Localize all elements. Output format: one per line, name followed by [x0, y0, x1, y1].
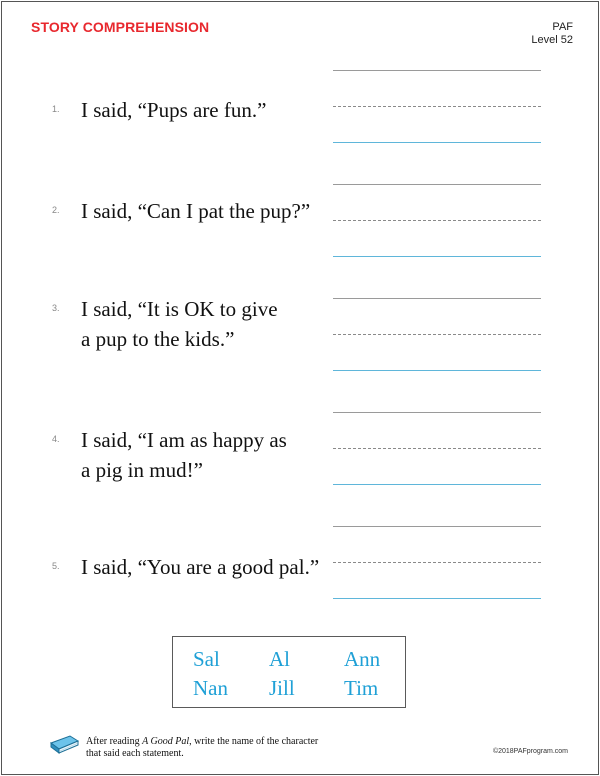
- writing-line-mid: [333, 448, 541, 449]
- question-text: [81, 425, 287, 485]
- answer-line[interactable]: [333, 598, 541, 599]
- writing-line-top: [333, 412, 541, 413]
- name-option: Sal: [193, 647, 220, 671]
- level-label: [531, 21, 573, 47]
- answer-line[interactable]: [333, 370, 541, 371]
- question-text-line: I said, “It is OK to give: [81, 297, 278, 321]
- instructions-text: , write the name of the character: [189, 736, 319, 747]
- question-4: [52, 425, 287, 485]
- name-bank: [172, 636, 406, 708]
- writing-line-mid: [333, 562, 541, 563]
- instructions-line-1: [86, 736, 318, 748]
- instructions: [86, 736, 318, 760]
- name-option: Nan: [193, 676, 228, 700]
- question-3: [52, 294, 278, 354]
- writing-line-top: [333, 298, 541, 299]
- question-text: I said, “Can I pat the pup?”: [81, 199, 311, 223]
- program-name: PAF: [552, 21, 573, 33]
- writing-line-top: [333, 70, 541, 71]
- question-number: 4.: [52, 434, 60, 444]
- level-number: Level 52: [531, 34, 573, 46]
- writing-line-mid: [333, 220, 541, 221]
- question-5: [52, 552, 319, 582]
- instructions-text: After reading: [86, 736, 143, 747]
- answer-line[interactable]: [333, 142, 541, 143]
- question-1: [52, 95, 266, 125]
- writing-line-top: [333, 526, 541, 527]
- answer-line[interactable]: [333, 256, 541, 257]
- writing-line-mid: [333, 106, 541, 107]
- question-text-line: a pig in mud!”: [81, 458, 203, 482]
- book-title: A Good Pal: [142, 736, 190, 747]
- name-option: Jill: [269, 676, 295, 700]
- question-text-line: I said, “I am as happy as: [81, 428, 287, 452]
- question-text-line: a pup to the kids.”: [81, 327, 235, 351]
- page-title: STORY COMPREHENSION: [31, 19, 210, 35]
- instructions-line-2: that said each statement.: [86, 748, 184, 759]
- question-text: [81, 294, 278, 354]
- name-option: Tim: [344, 676, 379, 700]
- worksheet-page: [1, 1, 599, 775]
- question-number: 3.: [52, 303, 60, 313]
- question-2: [52, 196, 310, 226]
- question-number: 5.: [52, 561, 60, 571]
- question-number: 1.: [52, 104, 60, 114]
- question-number: 2.: [52, 205, 60, 215]
- name-option: Ann: [344, 647, 381, 671]
- book-icon: [48, 733, 80, 760]
- question-text: I said, “Pups are fun.”: [81, 98, 267, 122]
- answer-line[interactable]: [333, 484, 541, 485]
- name-option: Al: [269, 647, 290, 671]
- copyright: ©2018PAFprogram.com: [492, 748, 568, 755]
- writing-line-top: [333, 184, 541, 185]
- question-text: I said, “You are a good pal.”: [81, 555, 320, 579]
- writing-line-mid: [333, 334, 541, 335]
